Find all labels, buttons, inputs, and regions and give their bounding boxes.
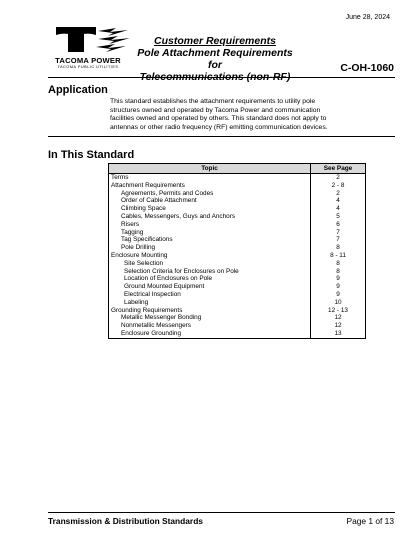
toc-topic: Climbing Space	[109, 205, 311, 213]
document-title	[130, 35, 300, 83]
toc-row	[109, 197, 366, 205]
footer-title: Transmission & Distribution Standards	[48, 516, 203, 526]
toc-col-topic: Topic	[109, 164, 311, 174]
application-text: This standard establishes the attachment requirements to utility pole structures owned and operated by Tacoma Power and communication facilities owned and operated by others. This standard does not apply to antennas or other radio frequency (RF) emitting communication devices.	[110, 98, 328, 131]
toc-topic: Order of Cable Attachment	[109, 197, 311, 205]
toc-row	[109, 299, 366, 307]
toc-topic: Labeling	[109, 299, 311, 307]
toc-row	[109, 314, 366, 322]
toc-page: 8	[311, 244, 366, 252]
toc-page: 7	[311, 236, 366, 244]
toc-topic: Tagging	[109, 229, 311, 237]
logo-name: TACOMA POWER	[55, 56, 121, 65]
toc-page: 8	[311, 260, 366, 268]
toc-row	[109, 252, 366, 260]
toc-page: 9	[311, 291, 366, 299]
toc-row	[109, 322, 366, 330]
toc-row	[109, 236, 366, 244]
toc-page: 9	[311, 283, 366, 291]
application-heading: Application	[48, 84, 108, 96]
toc-topic: Grounding Requirements	[109, 307, 311, 315]
toc-page: 7	[311, 229, 366, 237]
toc-topic: Risers	[109, 221, 311, 229]
toc-topic: Selection Criteria for Enclosures on Pole	[109, 268, 311, 276]
toc-topic: Enclosure Mounting	[109, 252, 311, 260]
toc-header-row	[109, 164, 366, 174]
toc-row	[109, 260, 366, 268]
footer-divider	[48, 512, 395, 513]
toc-topic: Enclosure Grounding	[109, 330, 311, 338]
section-divider	[48, 136, 395, 137]
toc-page: 12	[311, 314, 366, 322]
toc-row	[109, 275, 366, 283]
toc-row	[109, 190, 366, 198]
toc-page: 8 - 11	[311, 252, 366, 260]
header-divider	[48, 77, 395, 78]
toc-topic: Terms	[109, 174, 311, 182]
document-id: C-OH-1060	[340, 62, 394, 74]
toc-row	[109, 307, 366, 315]
toc-topic: Cables, Messengers, Guys and Anchors	[109, 213, 311, 221]
toc-row	[109, 221, 366, 229]
toc-page: 13	[311, 330, 366, 338]
toc-heading: In This Standard	[48, 149, 135, 161]
toc-row	[109, 213, 366, 221]
logo-tagline: TACOMA PUBLIC UTILITIES	[57, 65, 119, 69]
toc-page: 12	[311, 322, 366, 330]
toc-topic: Site Selection	[109, 260, 311, 268]
toc-page: 10	[311, 299, 366, 307]
toc-row	[109, 291, 366, 299]
toc-page: 2	[311, 174, 366, 182]
title-line-3: Telecommunications (non-RF)	[139, 71, 291, 83]
toc-row	[109, 174, 366, 182]
toc-page: 2 - 8	[311, 182, 366, 190]
toc-page: 4	[311, 205, 366, 213]
toc-topic: Tag Specifications	[109, 236, 311, 244]
toc-row	[109, 330, 366, 338]
toc-topic: Metallic Messenger Bonding	[109, 314, 311, 322]
toc-col-page: See Page	[311, 164, 366, 174]
page-number: Page 1 of 13	[346, 516, 394, 526]
toc-body	[109, 174, 366, 339]
toc-topic: Pole Drilling	[109, 244, 311, 252]
toc-row	[109, 205, 366, 213]
toc-page: 4	[311, 197, 366, 205]
toc-topic: Electrical Inspection	[109, 291, 311, 299]
toc-page: 9	[311, 275, 366, 283]
title-line-1: Customer Requirements	[154, 35, 276, 47]
toc-page: 12 - 13	[311, 307, 366, 315]
toc-row	[109, 244, 366, 252]
logo-mark-icon	[38, 24, 138, 58]
toc-row	[109, 182, 366, 190]
toc-row	[109, 268, 366, 276]
document-date: June 28, 2024	[345, 14, 390, 21]
toc-topic: Attachment Requirements	[109, 182, 311, 190]
toc-topic: Agreements, Permits and Codes	[109, 190, 311, 198]
toc-topic: Ground Mounted Equipment	[109, 283, 311, 291]
toc-page: 8	[311, 268, 366, 276]
toc-page: 2	[311, 190, 366, 198]
toc-page: 5	[311, 213, 366, 221]
title-line-2: Pole Attachment Requirements for	[137, 47, 293, 71]
toc-topic: Location of Enclosures on Pole	[109, 275, 311, 283]
toc-topic: Nonmetallic Messengers	[109, 322, 311, 330]
toc-page: 6	[311, 221, 366, 229]
toc-table	[108, 163, 366, 339]
toc-row	[109, 283, 366, 291]
toc-row	[109, 229, 366, 237]
